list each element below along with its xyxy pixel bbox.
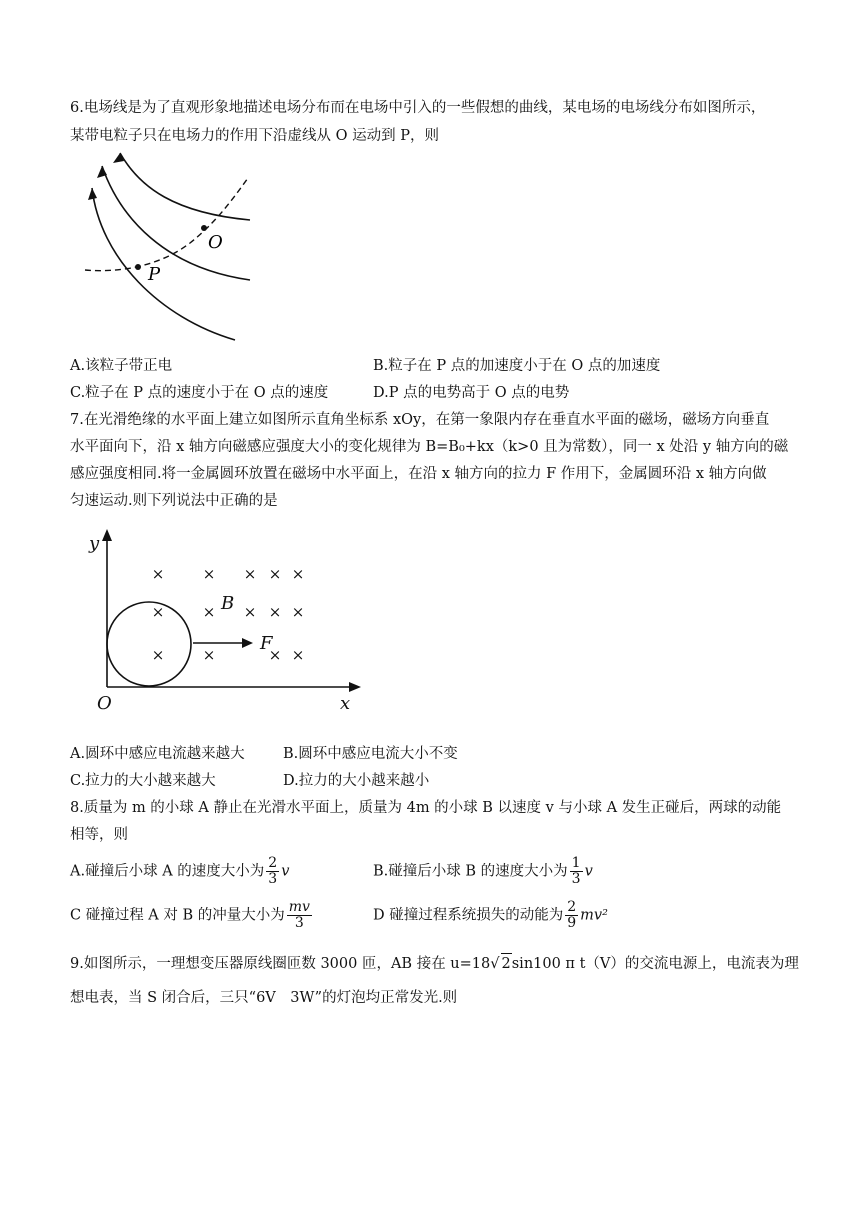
force-arrowhead [242, 638, 253, 648]
field-line-2 [102, 166, 250, 280]
label-f: F [260, 633, 273, 654]
q8-option-a-fraction [266, 856, 279, 887]
q8-option-b [373, 856, 593, 887]
field-cross-mark: × [202, 603, 216, 621]
label-b: B [221, 593, 235, 614]
q9-stem-line1-b: sin100 π t（V）的交流电源上，电流表为理 [511, 956, 799, 972]
field-cross-mark: × [243, 565, 257, 583]
q8-option-b-fraction [570, 856, 583, 887]
q8-option-a-text: A.碰撞后小球 A 的速度大小为 [70, 863, 265, 880]
q8-option-d [373, 900, 608, 931]
field-cross-mark: × [291, 646, 305, 664]
q8-option-d-fraction [565, 900, 578, 931]
field-cross-mark: × [202, 565, 216, 583]
q8-option-a-tail: v [281, 863, 290, 880]
label-x: x [340, 693, 351, 714]
field-cross-mark: × [151, 565, 165, 583]
q8-stem-line2: 相等，则 [70, 827, 128, 843]
q8-option-c-text: C 碰撞过程 A 对 B 的冲量大小为 [70, 907, 285, 924]
field-line-3 [92, 188, 235, 340]
field-cross-mark: × [268, 565, 282, 583]
q6-option-b: B.粒子在 P 点的加速度小于在 O 点的加速度 [373, 358, 661, 374]
fraction-numerator: 2 [268, 855, 278, 871]
fraction-denominator: 3 [268, 871, 278, 887]
q6-option-d: D.P 点的电势高于 O 点的电势 [373, 385, 570, 401]
q8-option-c-fraction [287, 900, 312, 931]
q7-stem-line4: 匀速运动.则下列说法中正确的是 [70, 493, 278, 509]
field-cross-mark: × [291, 565, 305, 583]
q7-stem-line2: 水平面向下，沿 x 轴方向磁感应强度大小的变化规律为 B=B₀+kx（k>0 且为常数），同一 x 处沿 y 轴方向的磁 [70, 439, 789, 455]
q8-option-b-text: B.碰撞后小球 B 的速度大小为 [373, 863, 568, 880]
q8-option-a [70, 856, 289, 887]
q8-option-c [70, 900, 314, 931]
q6-stem-line1: 6.电场线是为了直观形象地描述电场分布而在电场中引入的一些假想的曲线，某电场的电场线分布如图所示， [70, 100, 766, 116]
fraction-denominator: 3 [571, 871, 581, 887]
q8-option-d-tail: mv² [580, 907, 608, 924]
q7-option-a: A.圆环中感应电流越来越大 [70, 746, 245, 762]
x-axis-arrowhead [349, 682, 361, 692]
fraction-numerator: mv [288, 899, 310, 915]
label-o: O [97, 693, 112, 714]
field-cross-mark: × [202, 646, 216, 664]
trajectory-dashed [85, 178, 248, 271]
q6-option-a: A.该粒子带正电 [70, 358, 173, 374]
q9-stem-line2: 想电表，当 S 闭合后，三只“6V 3W”的灯泡均正常发光.则 [70, 990, 458, 1006]
q7-option-d: D.拉力的大小越来越小 [283, 773, 430, 789]
q8-stem-line1: 8.质量为 m 的小球 A 静止在光滑水平面上，质量为 4m 的小球 B 以速度 v 与小球 A 发生正碰后，两球的动能 [70, 800, 782, 816]
q7-option-b: B.圆环中感应电流大小不变 [283, 746, 458, 762]
field-cross-mark: × [151, 603, 165, 621]
y-axis-arrowhead [102, 529, 112, 541]
q7-stem-line1: 7.在光滑绝缘的水平面上建立如图所示直角坐标系 xOy，在第一象限内存在垂直水平面的磁场，磁场方向垂直 [70, 412, 770, 428]
fraction-numerator: 2 [567, 899, 577, 915]
q6-option-c: C.粒子在 P 点的速度小于在 O 点的速度 [70, 385, 329, 401]
fraction-numerator: 1 [571, 855, 581, 871]
field-cross-mark: × [291, 603, 305, 621]
q6-stem-line2: 某带电粒子只在电场力的作用下沿虚线从 O 运动到 P，则 [70, 128, 439, 144]
label-y: y [89, 533, 100, 554]
q7-figure-magnetic-field [85, 525, 370, 715]
q7-option-c: C.拉力的大小越来越大 [70, 773, 216, 789]
field-line-1 [120, 153, 250, 220]
field-cross-mark: × [268, 646, 282, 664]
q9-stem-line1 [70, 953, 799, 974]
field-cross-mark: × [151, 646, 165, 664]
field-cross-mark: × [268, 603, 282, 621]
q6-figure-electric-field [80, 148, 260, 348]
q9-stem-line1-a: 9.如图所示，一理想变压器原线圈匝数 3000 匝，AB 接在 u=18 [70, 956, 491, 972]
point-p-dot [135, 264, 141, 270]
arrowhead-1 [113, 153, 124, 163]
fraction-denominator: 9 [567, 915, 577, 931]
metal-ring [107, 602, 191, 686]
arrowhead-3 [88, 188, 97, 200]
q7-stem-line3: 感应强度相同.将一金属圆环放置在磁场中水平面上，在沿 x 轴方向的拉力 F 作用下，金属圆环沿 x 轴方向做 [70, 466, 767, 482]
label-p: P [148, 264, 161, 285]
label-o: O [208, 232, 223, 253]
fraction-denominator: 3 [294, 915, 304, 931]
point-o-dot [201, 225, 207, 231]
sqrt-radicand: 2 [501, 953, 512, 974]
q8-option-b-tail: v [584, 863, 593, 880]
field-cross-mark: × [243, 603, 257, 621]
q8-option-d-text: D 碰撞过程系统损失的动能为 [373, 907, 564, 924]
sqrt-symbol: √ [490, 956, 500, 972]
